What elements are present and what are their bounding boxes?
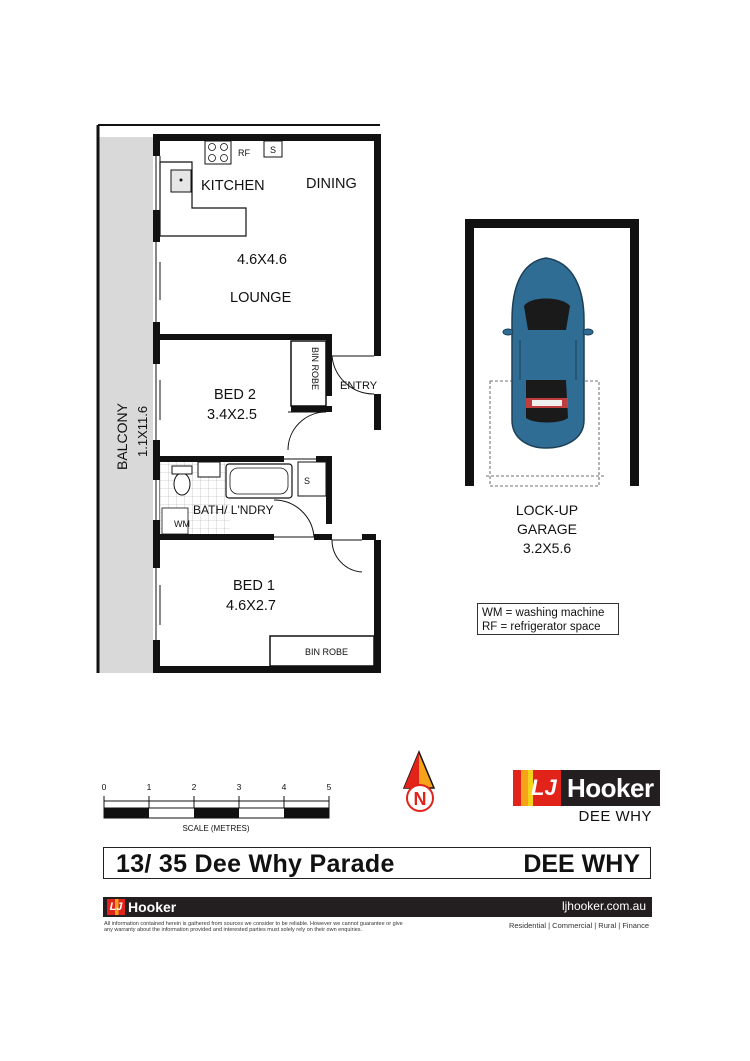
bath-door: [274, 500, 314, 537]
bed2-robe-label: BIN ROBE: [310, 347, 320, 391]
scale-label: SCALE (METRES): [182, 824, 250, 833]
garage-label-line2: GARAGE: [517, 521, 577, 537]
brand-badge: [513, 770, 561, 806]
cooktop-icon: [205, 141, 231, 164]
basin-icon: [198, 462, 220, 477]
legend-rf: RF = refrigerator space: [482, 621, 601, 633]
wm-label: WM: [174, 519, 190, 529]
scale-tick-5: 5: [326, 782, 332, 792]
garage-label-line1: LOCK-UP: [515, 502, 579, 518]
footer-badge-text: LJ: [109, 901, 123, 913]
brand-badge-text: LJ: [531, 775, 557, 800]
scale-tick-3: 3: [236, 782, 242, 792]
balcony-dimensions: 1.1X11.6: [135, 405, 150, 457]
scale-tick-0: 0: [101, 782, 107, 792]
brand-name: Hooker: [561, 770, 660, 806]
bed1-label: BED 1: [233, 578, 275, 594]
bath-storage-outline: [298, 462, 326, 496]
footer-services: Residential | Commercial | Rural | Finance: [508, 921, 649, 930]
bath-laundry-label: BATH/ L'NDRY: [193, 503, 274, 517]
compass-north-label: N: [413, 789, 427, 809]
brand-office: DEE WHY: [578, 808, 652, 825]
scale-tick-1: 1: [146, 782, 152, 792]
scale-bar: [104, 796, 329, 818]
living-dimensions: 4.6X4.6: [237, 252, 287, 268]
scale-tick-4: 4: [281, 782, 287, 792]
entry-label: ENTRY: [340, 380, 378, 392]
scale-tick-2: 2: [191, 782, 197, 792]
footer-url[interactable]: ljhooker.com.au: [561, 899, 646, 913]
property-suburb: DEE WHY: [523, 850, 640, 878]
bed2-door: [288, 412, 326, 450]
lounge-label: LOUNGE: [230, 290, 292, 306]
toilet-cistern-icon: [172, 466, 192, 474]
footer-brand: Hooker: [128, 899, 177, 915]
kitchen-label: KITCHEN: [201, 178, 265, 194]
bed1-door: [332, 540, 362, 572]
bed2-label: BED 2: [214, 387, 256, 403]
sink-drain-icon: [180, 179, 183, 182]
bed2-dimensions: 3.4X2.5: [207, 407, 257, 423]
car-icon: [503, 258, 593, 448]
balcony-label: BALCONY: [114, 403, 130, 470]
bathtub-icon: [226, 464, 292, 498]
toilet-icon: [174, 473, 190, 495]
footer-logo: [107, 899, 176, 915]
kitchen-storage-label: S: [270, 145, 277, 155]
dining-label: DINING: [306, 176, 357, 192]
bed1-dimensions: 4.6X2.7: [226, 598, 276, 614]
footer-bar: [103, 897, 652, 917]
fridge-label: RF: [238, 148, 250, 158]
legend: [477, 603, 619, 635]
title-bar: [103, 847, 651, 879]
garage-dimensions: 3.2X5.6: [522, 540, 572, 556]
brand-logo: [513, 770, 660, 806]
property-address: 13/ 35 Dee Why Parade: [116, 850, 395, 878]
legend-wm: WM = washing machine: [482, 607, 605, 619]
footer-disclaimer: All information contained herein is gathered from sources we consider to be reliable. However we cannot guarantee or give any warranty about the information provided and interested parties must solely rely on their own enquiries.: [104, 921, 403, 933]
bath-storage-label: S: [304, 476, 311, 486]
bed1-robe-label: BIN ROBE: [305, 647, 349, 657]
